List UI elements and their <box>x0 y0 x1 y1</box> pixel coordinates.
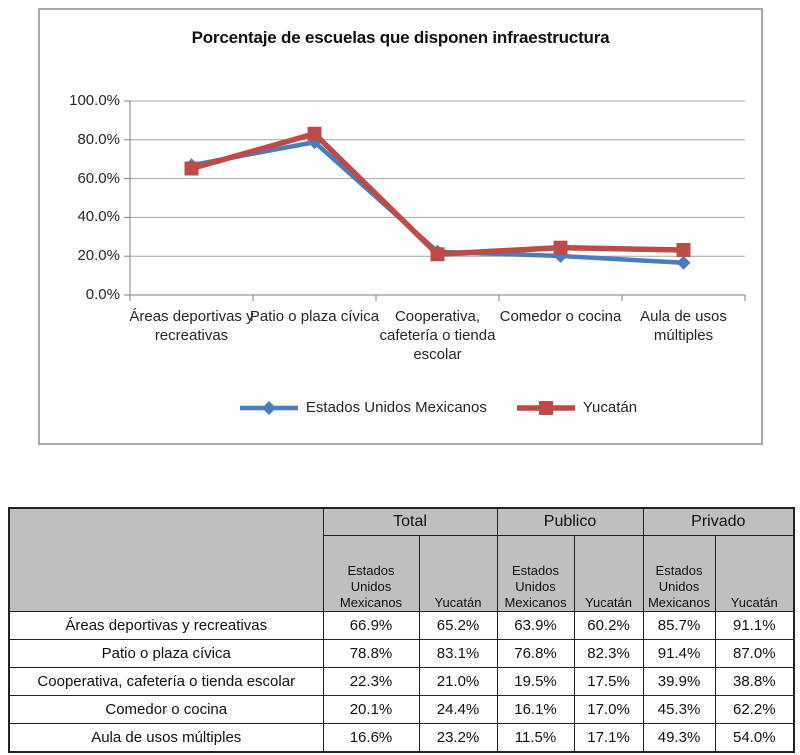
y-axis-label: 40.0% <box>77 208 120 226</box>
legend-marker-estados-unidos-mexicanos-icon <box>240 400 298 416</box>
series-line-estados-unidos-mexicanos <box>192 142 684 263</box>
value-cell: 49.3% <box>643 724 715 753</box>
sub-header-yucatan: Yucatán <box>574 536 643 612</box>
value-cell: 17.0% <box>574 696 643 724</box>
data-point-marker-yucatan <box>431 247 445 261</box>
value-cell: 20.1% <box>323 696 419 724</box>
value-cell: 66.9% <box>323 612 419 640</box>
table-corner-cell <box>9 508 323 612</box>
legend-item-yucatan <box>517 399 637 416</box>
value-cell: 83.1% <box>419 640 497 668</box>
value-cell: 19.5% <box>497 668 574 696</box>
x-axis-label: Comedor o cocina <box>499 308 622 325</box>
y-axis-label: 60.0% <box>77 169 120 187</box>
legend-marker-yucatan-icon <box>517 400 575 416</box>
x-axis-label: Áreas deportivas y recreativas <box>129 308 254 344</box>
column-group-privado: Privado <box>643 508 794 536</box>
table-row <box>9 640 794 668</box>
row-label: Comedor o cocina <box>9 696 323 724</box>
sub-header-eum: Estados Unidos Mexicanos <box>643 536 715 612</box>
legend-label: Estados Unidos Mexicanos <box>305 399 487 416</box>
table-group-header-row <box>9 508 794 536</box>
chart-title: Porcentaje de escuelas que disponen infraestructura <box>191 28 610 47</box>
table-body <box>9 612 794 753</box>
value-cell: 54.0% <box>715 724 794 753</box>
value-cell: 22.3% <box>323 668 419 696</box>
data-point-marker-yucatan <box>554 241 568 255</box>
sub-header-yucatan: Yucatán <box>715 536 794 612</box>
value-cell: 16.6% <box>323 724 419 753</box>
value-cell: 63.9% <box>497 612 574 640</box>
legend-square-icon <box>539 401 553 415</box>
y-axis-label: 0.0% <box>85 286 120 303</box>
row-label: Cooperativa, cafetería o tienda escolar <box>9 668 323 696</box>
row-label: Patio o plaza cívica <box>9 640 323 668</box>
x-axis-label: Cooperativa, cafetería o tienda escolar <box>379 308 496 363</box>
table-row <box>9 668 794 696</box>
infrastructure-chart <box>38 8 763 445</box>
value-cell: 23.2% <box>419 724 497 753</box>
chart-legend <box>130 399 747 416</box>
value-cell: 91.4% <box>643 640 715 668</box>
value-cell: 82.3% <box>574 640 643 668</box>
value-cell: 60.2% <box>574 612 643 640</box>
legend-diamond-icon <box>262 401 276 415</box>
legend-label: Yucatán <box>582 399 638 416</box>
value-cell: 78.8% <box>323 640 419 668</box>
sub-header-eum: Estados Unidos Mexicanos <box>323 536 419 612</box>
table-row <box>9 724 794 753</box>
x-axis-label: Aula de usos múltiples <box>640 308 727 344</box>
value-cell: 21.0% <box>419 668 497 696</box>
row-label: Aula de usos múltiples <box>9 724 323 753</box>
sub-header-eum: Estados Unidos Mexicanos <box>497 536 574 612</box>
y-axis-label: 20.0% <box>77 247 120 265</box>
value-cell: 85.7% <box>643 612 715 640</box>
value-cell: 65.2% <box>419 612 497 640</box>
value-cell: 91.1% <box>715 612 794 640</box>
value-cell: 45.3% <box>643 696 715 724</box>
y-axis-label: 80.0% <box>77 130 120 148</box>
value-cell: 39.9% <box>643 668 715 696</box>
value-cell: 16.1% <box>497 696 574 724</box>
infrastructure-table <box>8 507 795 753</box>
value-cell: 38.8% <box>715 668 794 696</box>
value-cell: 17.1% <box>574 724 643 753</box>
column-group-publico: Publico <box>497 508 643 536</box>
data-point-marker-yucatan <box>308 127 322 141</box>
chart-plot-svg <box>40 10 761 443</box>
row-label: Áreas deportivas y recreativas <box>9 612 323 640</box>
sub-header-yucatan: Yucatán <box>419 536 497 612</box>
value-cell: 76.8% <box>497 640 574 668</box>
value-cell: 11.5% <box>497 724 574 753</box>
y-axis-label: 100.0% <box>69 92 120 109</box>
x-axis-label: Patio o plaza cívica <box>249 308 380 325</box>
value-cell: 87.0% <box>715 640 794 668</box>
data-point-marker-yucatan <box>185 162 199 176</box>
table-row <box>9 612 794 640</box>
value-cell: 62.2% <box>715 696 794 724</box>
data-point-marker-estados-unidos-mexicanos <box>677 256 691 270</box>
value-cell: 24.4% <box>419 696 497 724</box>
data-point-marker-yucatan <box>677 243 691 257</box>
value-cell: 17.5% <box>574 668 643 696</box>
legend-item-estados-unidos-mexicanos <box>240 399 487 416</box>
column-group-total: Total <box>323 508 497 536</box>
table-row <box>9 696 794 724</box>
